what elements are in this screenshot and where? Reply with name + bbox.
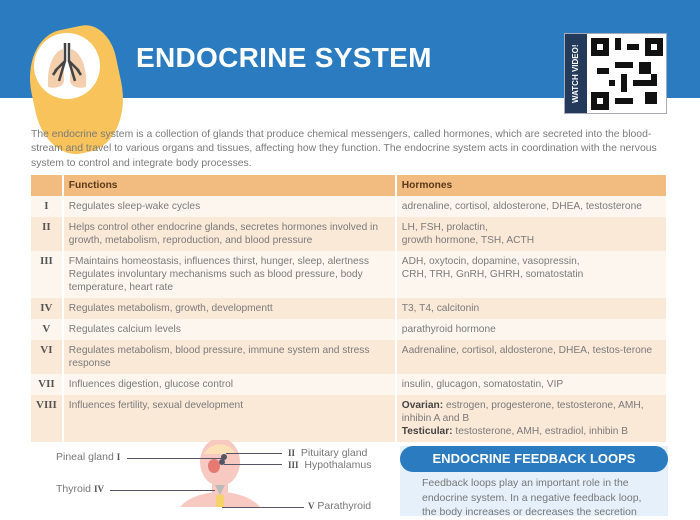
pineal-num: I <box>116 452 121 462</box>
row-function: Regulates metabolism, blood pressure, immune system and stress response <box>63 340 396 374</box>
ovarian-label: Ovarian: <box>401 400 444 411</box>
page-title: ENDOCRINE SYSTEM <box>136 42 432 73</box>
table-row <box>31 319 667 340</box>
endocrine-table <box>31 175 668 442</box>
row-function: Influences fertility, sexual development <box>63 395 396 442</box>
row-hormones: adrenaline, cortisol, aldosterone, DHEA, testosterone <box>396 196 667 217</box>
lungs-icon <box>34 33 100 99</box>
label-pineal <box>56 451 120 463</box>
row-hormones: ADH, oxytocin, dopamine, vasopressin, CRH, TRH, GnRH, GHRH, somatostatin <box>396 251 667 298</box>
parathyroid-text: Parathyroid <box>317 500 372 512</box>
row-function: Helps control other endocrine glands, secretes hormones involved in growth, metabolism, reproduction, and blood pressure <box>63 217 396 251</box>
row-hormones: T3, T4, calcitonin <box>396 298 667 319</box>
table-row <box>31 395 667 442</box>
gland-diagram <box>0 440 400 512</box>
hypothalamus-text: Hypothalamus <box>304 459 372 471</box>
col-header-functions: Functions <box>63 175 396 196</box>
row-hormones: insulin, glucagon, somatostatin, VIP <box>396 374 667 395</box>
table-row <box>31 298 667 319</box>
row-function: Regulates metabolism, growth, developmentt <box>63 298 396 319</box>
table-row <box>31 196 667 217</box>
body-silhouette-icon <box>180 440 270 507</box>
label-pituitary <box>288 447 367 459</box>
table-row <box>31 374 667 395</box>
row-hormones: LH, FSH, prolactin, growth hormone, TSH, ACTH <box>396 217 667 251</box>
row-num: II <box>31 217 63 251</box>
hypothalamus-num: III <box>288 460 299 470</box>
qr-code-icon <box>587 34 667 113</box>
row-function: Regulates sleep-wake cycles <box>63 196 396 217</box>
col-header-num <box>31 175 63 196</box>
pituitary-num: II <box>288 448 296 458</box>
watch-video-label: WATCH VIDEO! <box>565 34 587 113</box>
row-hormones <box>396 395 667 442</box>
col-header-hormones: Hormones <box>396 175 667 196</box>
row-num: VIII <box>31 395 63 442</box>
row-num: I <box>31 196 63 217</box>
pituitary-text: Pituitary gland <box>300 447 368 459</box>
row-num: V <box>31 319 63 340</box>
ovarian-hormones: estrogen, progesterone, testosterone, AMH, inhibin A and B <box>401 400 644 424</box>
thyroid-num: IV <box>93 484 104 494</box>
row-function: Influences digestion, glucose control <box>63 374 396 395</box>
pineal-text: Pineal gland <box>56 451 114 463</box>
label-thyroid <box>56 483 104 495</box>
row-function: Regulates calcium levels <box>63 319 396 340</box>
row-hormones: parathyroid hormone <box>396 319 667 340</box>
row-num: VI <box>31 340 63 374</box>
label-parathyroid <box>308 500 371 512</box>
parathyroid-num: V <box>308 501 315 511</box>
feedback-text: Feedback loops play an important role in the endocrine system. In a negative feedback loop, the body increases or decreases the secretion <box>422 477 642 518</box>
row-hormones: Aadrenaline, cortisol, aldosterone, DHEA, testos-terone <box>396 340 667 374</box>
feedback-title: ENDOCRINE FEEDBACK LOOPS <box>400 446 668 472</box>
label-hypothalamus <box>288 459 371 471</box>
table-row <box>31 340 667 374</box>
table-header-row <box>31 175 667 196</box>
intro-paragraph: The endocrine system is a collection of glands that produce chemical messengers, called hormones, which are secreted into the blood-stream and travel to various organs and tissues, affecting how they function. The endocrine system acts in coordination with the nervous system to control and integrate body processes. <box>31 129 657 169</box>
testicular-label: Testicular: <box>401 426 453 437</box>
row-num: III <box>31 251 63 298</box>
thyroid-text: Thyroid <box>56 483 92 495</box>
watch-video-qr[interactable] <box>564 33 667 114</box>
row-num: IV <box>31 298 63 319</box>
table-row <box>31 217 667 251</box>
row-num: VII <box>31 374 63 395</box>
table-row <box>31 251 667 298</box>
testicular-hormones: testosterone, AMH, estradiol, inhibin B <box>452 426 629 437</box>
row-function: FMaintains homeostasis, influences thirst, hunger, sleep, alertness Regulates involuntary mechanisms such as blood pressure, body temperature, heart rate <box>63 251 396 298</box>
